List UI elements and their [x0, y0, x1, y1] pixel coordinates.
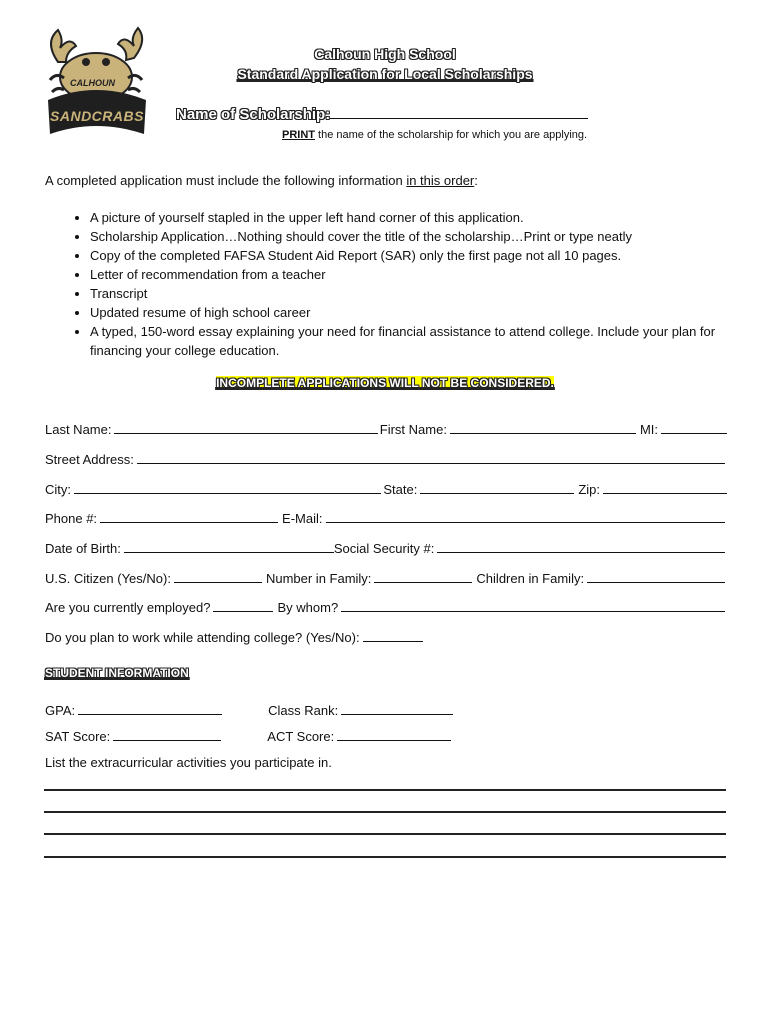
- print-word: PRINT: [282, 129, 315, 141]
- scholarship-name-row: [176, 106, 588, 123]
- email-field[interactable]: [326, 521, 726, 523]
- employment-row: [45, 600, 727, 615]
- state-label: State:: [383, 482, 418, 497]
- requirement-item: • Scholarship Application…Nothing should cover the title of the scholarship…Print or type neatly: [90, 227, 730, 246]
- requirement-item: • Letter of recommendation from a teacher: [90, 265, 730, 284]
- family-row: [45, 571, 727, 586]
- activities-line[interactable]: [44, 833, 726, 835]
- requirement-item: • Copy of the completed FAFSA Student Aid Report (SAR) only the first page not all 10 pages.: [90, 246, 730, 265]
- requirements-list: [64, 208, 730, 360]
- activities-prompt: List the extracurricular activities you participate in.: [45, 755, 332, 770]
- dob-label: Date of Birth:: [45, 541, 121, 556]
- last-name-label: Last Name:: [45, 422, 112, 437]
- act-field[interactable]: [337, 739, 451, 741]
- intro-lead: A completed application must include the following information: [45, 173, 407, 188]
- city-field[interactable]: [74, 492, 381, 494]
- first-name-field[interactable]: [450, 432, 636, 434]
- employed-label: Are you currently employed?: [45, 600, 211, 615]
- name-row: [45, 422, 727, 437]
- street-label: Street Address:: [45, 452, 134, 467]
- print-note-text: the name of the scholarship for which you are applying.: [315, 129, 588, 141]
- family-number-field[interactable]: [374, 581, 472, 583]
- school-logo: [36, 22, 156, 140]
- last-name-field[interactable]: [114, 432, 377, 434]
- dob-field[interactable]: [124, 551, 334, 553]
- by-whom-label: By whom?: [277, 600, 339, 615]
- ssn-field[interactable]: [437, 551, 725, 553]
- scholarship-name-label: Name of Scholarship:: [176, 106, 331, 123]
- citizen-label: U.S. Citizen (Yes/No):: [45, 571, 171, 586]
- children-field[interactable]: [587, 581, 725, 583]
- gpa-label: GPA:: [45, 703, 76, 718]
- scholarship-name-field[interactable]: [330, 106, 588, 119]
- city-label: City:: [45, 482, 71, 497]
- gpa-field[interactable]: [78, 713, 222, 715]
- work-college-row: [45, 630, 427, 645]
- requirement-item: • Updated resume of high school career: [90, 303, 730, 322]
- street-field[interactable]: [137, 462, 725, 464]
- state-field[interactable]: [420, 492, 574, 494]
- activities-line[interactable]: [44, 789, 726, 791]
- ssn-label: Social Security #:: [333, 541, 435, 556]
- phone-field[interactable]: [100, 521, 278, 523]
- children-label: Children in Family:: [476, 571, 585, 586]
- print-note: [282, 129, 587, 141]
- class-rank-field[interactable]: [341, 713, 453, 715]
- zip-label: Zip:: [578, 482, 600, 497]
- by-whom-field[interactable]: [341, 610, 725, 612]
- warning-text: INCOMPLETE APPLICATIONS WILL NOT BE CONSIDERED.: [216, 376, 554, 390]
- student-info-heading-text: STUDENT INFORMATION: [45, 666, 189, 680]
- intro-tail: :: [474, 173, 478, 188]
- first-name-label: First Name:: [379, 422, 447, 437]
- city-row: [45, 482, 727, 497]
- mi-label: MI:: [639, 422, 658, 437]
- zip-field[interactable]: [603, 492, 727, 494]
- gpa-row: [45, 703, 457, 718]
- activities-line[interactable]: [44, 856, 726, 858]
- test-score-row: [45, 729, 455, 744]
- birth-row: [45, 541, 727, 556]
- sat-label: SAT Score:: [45, 729, 111, 744]
- intro-emphasis: in this order: [406, 173, 475, 188]
- work-college-field[interactable]: [363, 640, 423, 642]
- act-label: ACT Score:: [267, 729, 335, 744]
- logo-top-text: CALHOUN: [70, 78, 115, 88]
- intro-text: [45, 173, 478, 188]
- application-title-text: Standard Application for Local Scholarships: [237, 66, 533, 82]
- email-label: E-Mail:: [282, 511, 323, 526]
- application-title: [220, 66, 550, 82]
- mi-field[interactable]: [661, 432, 727, 434]
- work-college-label: Do you plan to work while attending college? (Yes/No):: [45, 630, 360, 645]
- class-rank-label: Class Rank:: [268, 703, 339, 718]
- warning-banner: [0, 376, 770, 390]
- phone-label: Phone #:: [45, 511, 98, 526]
- street-row: [45, 452, 727, 467]
- requirement-item: • A picture of yourself stapled in the upper left hand corner of this application.: [90, 208, 730, 227]
- sat-field[interactable]: [113, 739, 221, 741]
- requirement-item: • A typed, 150-word essay explaining your need for financial assistance to attend college. Include your plan for financing your college education.: [90, 322, 730, 360]
- student-info-heading: [45, 666, 189, 680]
- requirement-item: • Transcript: [90, 284, 730, 303]
- citizen-field[interactable]: [174, 581, 262, 583]
- logo-bottom-text: SANDCRABS: [50, 108, 144, 124]
- school-name: Calhoun High School: [314, 46, 456, 62]
- family-number-label: Number in Family:: [265, 571, 372, 586]
- employed-field[interactable]: [213, 610, 273, 612]
- activities-line[interactable]: [44, 811, 726, 813]
- contact-row: [45, 511, 727, 526]
